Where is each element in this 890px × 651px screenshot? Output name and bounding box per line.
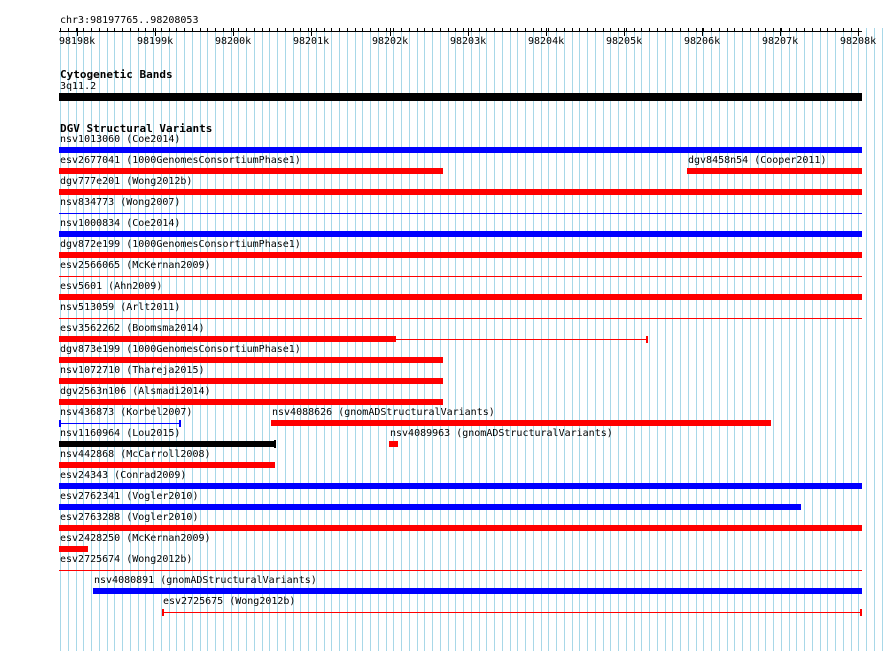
ruler-tick-label: 98198k: [59, 36, 96, 47]
ruler-tick-label: 98201k: [293, 36, 330, 47]
variant-line: [396, 339, 648, 340]
structural-variant[interactable]: [59, 365, 443, 385]
variant-cap: [860, 609, 862, 616]
structural-variant[interactable]: [271, 407, 771, 427]
variant-label: esv2725674 (Wong2012b): [60, 554, 193, 565]
variant-label: nsv436873 (Korbel2007): [60, 407, 193, 418]
variant-label: esv2677041 (1000GenomesConsortiumPhase1): [60, 155, 301, 166]
structural-variant[interactable]: [59, 449, 275, 469]
variant-label: dgv8458n54 (Cooper2011): [688, 155, 827, 166]
structural-variant[interactable]: [59, 344, 443, 364]
variant-label: nsv1000834 (Coe2014): [60, 218, 181, 229]
variant-label: esv24343 (Conrad2009): [60, 470, 187, 481]
variant-bar: [59, 147, 862, 153]
variant-bar: [271, 420, 771, 426]
structural-variant[interactable]: [59, 407, 193, 427]
variant-bar: [59, 378, 443, 384]
variant-bar: [59, 504, 801, 510]
variant-label: dgv872e199 (1000GenomesConsortiumPhase1): [60, 239, 301, 250]
variant-label: esv5601 (Ahn2009): [60, 281, 163, 292]
ruler-tick-label: 98208k: [840, 36, 877, 47]
structural-variant[interactable]: [59, 260, 862, 280]
variant-bar: [59, 294, 862, 300]
ruler-tick-label: 98200k: [215, 36, 252, 47]
variant-bar: [59, 252, 862, 258]
structural-variant[interactable]: [59, 218, 862, 238]
variant-label: dgv777e201 (Wong2012b): [60, 176, 193, 187]
variant-line: [59, 423, 181, 424]
variant-bar: [59, 399, 443, 405]
structural-variant[interactable]: [59, 176, 862, 196]
variant-label: nsv4089963 (gnomADStructuralVariants): [390, 428, 613, 439]
variant-bar: [59, 357, 443, 363]
ruler-label: chr3:98197765..98208053: [60, 15, 199, 26]
variant-bar: [59, 441, 276, 447]
cytobands-track-title: Cytogenetic Bands: [60, 68, 173, 81]
variant-label: esv2566065 (McKernan2009): [60, 260, 211, 271]
ruler-tick-label: 98203k: [450, 36, 487, 47]
variant-label: nsv1013060 (Coe2014): [60, 134, 181, 145]
variant-line: [59, 213, 862, 214]
variant-label: esv2428250 (McKernan2009): [60, 533, 211, 544]
variant-bar: [687, 168, 862, 174]
structural-variant[interactable]: [59, 323, 648, 343]
variant-cap: [59, 420, 61, 427]
variant-label: esv3562262 (Boomsma2014): [60, 323, 205, 334]
variant-bar: [389, 441, 398, 447]
variant-label: nsv834773 (Wong2007): [60, 197, 181, 208]
variant-bar: [59, 483, 862, 489]
ruler-tick-label: 98199k: [137, 36, 174, 47]
ruler-tick-label: 98204k: [528, 36, 565, 47]
structural-variant[interactable]: [59, 491, 801, 511]
variant-label: esv2762341 (Vogler2010): [60, 491, 199, 502]
variant-label: esv2763288 (Vogler2010): [60, 512, 199, 523]
structural-variant[interactable]: [59, 428, 276, 448]
cytoband-label: 3q11.2: [60, 81, 97, 92]
structural-variant[interactable]: [59, 512, 862, 532]
structural-variant[interactable]: [59, 155, 443, 175]
variant-label: nsv4080891 (gnomADStructuralVariants): [94, 575, 317, 586]
structural-variant[interactable]: [59, 302, 862, 322]
variant-label: dgv2563n106 (Alsmadi2014): [60, 386, 211, 397]
structural-variant[interactable]: [59, 281, 862, 301]
variant-bar: [59, 168, 443, 174]
structural-variant[interactable]: [59, 470, 862, 490]
variant-bar: [59, 231, 862, 237]
structural-variant[interactable]: [93, 575, 862, 595]
variant-label: dgv873e199 (1000GenomesConsortiumPhase1): [60, 344, 301, 355]
ruler-tick-label: 98202k: [372, 36, 409, 47]
variant-line: [59, 570, 862, 571]
variant-cap: [274, 440, 276, 448]
variant-line: [59, 276, 862, 277]
variant-cap: [179, 420, 181, 427]
variant-bar: [59, 189, 862, 195]
variant-label: nsv513059 (Arlt2011): [60, 302, 181, 313]
variant-label: esv2725675 (Wong2012b): [163, 596, 296, 607]
variant-bar: [93, 588, 862, 594]
variant-bar: [59, 525, 862, 531]
structural-variant[interactable]: [59, 134, 862, 154]
structural-variant[interactable]: [162, 596, 862, 616]
structural-variant[interactable]: [59, 239, 862, 259]
structural-variant[interactable]: [389, 428, 613, 448]
structural-variant[interactable]: [687, 155, 862, 175]
variant-bar: [59, 336, 396, 342]
variant-label: nsv1160964 (Lou2015): [60, 428, 181, 439]
dgv-track-title: DGV Structural Variants: [60, 122, 213, 135]
variant-label: nsv1072710 (Thareja2015): [60, 365, 205, 376]
ruler-tick-label: 98205k: [606, 36, 643, 47]
variant-line: [162, 612, 862, 613]
structural-variant[interactable]: [59, 386, 443, 406]
variant-cap: [162, 609, 164, 616]
variant-label: nsv442868 (McCarroll2008): [60, 449, 211, 460]
variant-bar: [59, 462, 275, 468]
ruler-tick-label: 98206k: [684, 36, 721, 47]
variant-line: [59, 318, 862, 319]
variant-cap: [646, 336, 648, 343]
structural-variant[interactable]: [59, 533, 211, 553]
ruler-tick-label: 98207k: [762, 36, 799, 47]
structural-variant[interactable]: [59, 554, 862, 574]
variant-label: nsv4088626 (gnomADStructuralVariants): [272, 407, 495, 418]
variant-bar: [59, 546, 88, 552]
structural-variant[interactable]: [59, 197, 862, 217]
